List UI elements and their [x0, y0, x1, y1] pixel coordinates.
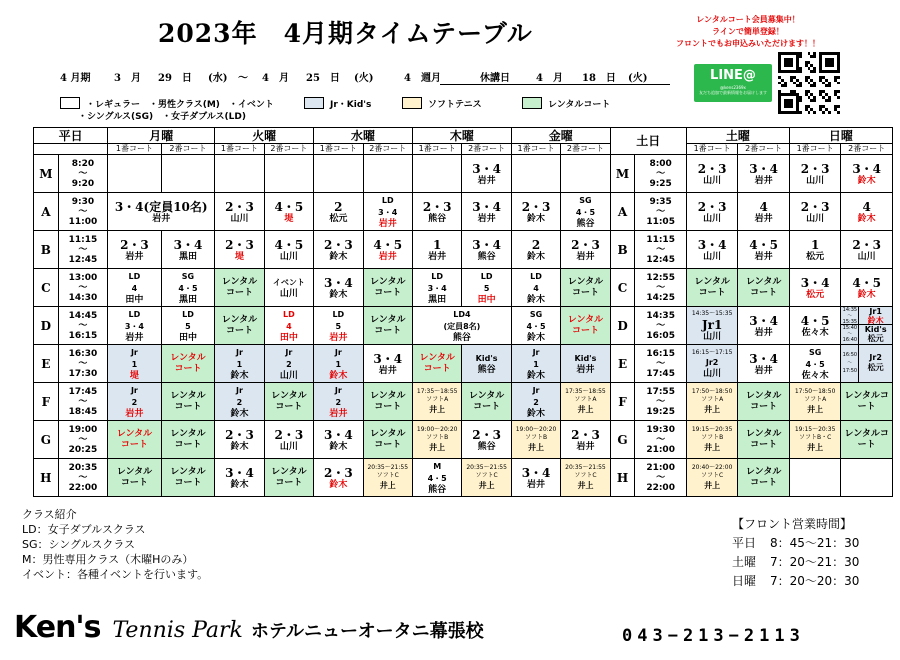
period-underline [440, 84, 670, 85]
rental-court-cell[interactable]: レンタル コート [462, 383, 511, 421]
rental-court-cell[interactable]: レンタル コート [363, 421, 412, 459]
head-fri: 金曜 [511, 128, 610, 144]
slot[interactable] [161, 155, 215, 193]
soft-tennis-cell[interactable]: 19:15〜20:35 ソフトB・C 井上 [789, 421, 840, 459]
legend-swatch-junior [304, 97, 324, 109]
lesson-cell[interactable]: 3・4 鈴木 [841, 155, 893, 193]
lesson-cell[interactable]: 1 松元 [789, 231, 840, 269]
lesson-cell[interactable]: イベント 山川 [264, 269, 313, 307]
lesson-cell[interactable]: LD 4 田中 [264, 307, 313, 345]
lesson-cell[interactable]: 4・5 堤 [264, 193, 313, 231]
lesson-cell[interactable]: 2・3 岩井 [561, 231, 610, 269]
junior-cell[interactable]: 16:15〜17:15 Jr2 山川 [686, 345, 737, 383]
junior-cell[interactable]: 14:35〜15:35 Jr1 山川 [686, 307, 737, 345]
lesson-cell[interactable]: 4・5 岩井 [363, 231, 412, 269]
junior-cell[interactable]: Jr 1 鈴木 [215, 345, 264, 383]
lesson-cell[interactable]: 3・4 熊谷 [462, 231, 511, 269]
row-label: F [610, 383, 635, 421]
lesson-cell[interactable]: SG 4・5 熊谷 [561, 193, 610, 231]
head-sun: 日曜 [789, 128, 892, 144]
soft-tennis-cell[interactable]: 17:35〜18:55 ソフトA 井上 [412, 383, 461, 421]
junior-cell[interactable]: Kid's 岩井 [561, 345, 610, 383]
lesson-cell[interactable]: LD 5 田中 [462, 269, 511, 307]
time-cell: 8:00 〜 9:25 [635, 155, 687, 193]
lesson-cell[interactable]: 3・4 鈴木 [314, 269, 363, 307]
head-weekend: 土日 [610, 128, 686, 155]
time-cell: 11:15 〜 12:45 [58, 231, 107, 269]
lesson-cell[interactable]: 3・4 岩井 [511, 459, 560, 497]
slot[interactable] [108, 155, 162, 193]
slot[interactable] [511, 155, 560, 193]
lesson-cell[interactable]: 2・3 山川 [264, 421, 313, 459]
lesson-cell[interactable]: 4・5 山川 [264, 231, 313, 269]
court-head: 2番コート [561, 144, 610, 155]
row-label: F [34, 383, 59, 421]
time-cell: 17:45 〜 18:45 [58, 383, 107, 421]
slot[interactable] [789, 459, 840, 497]
time-cell: 21:00 〜 22:00 [635, 459, 687, 497]
slot[interactable] [561, 155, 610, 193]
rental-court-cell[interactable]: レンタルコート [841, 383, 893, 421]
lesson-cell[interactable]: 4 鈴木 [841, 193, 893, 231]
time-cell: 17:55 〜 19:25 [635, 383, 687, 421]
court-head: 2番コート [264, 144, 313, 155]
row-label: B [34, 231, 59, 269]
time-cell: 20:35 〜 22:00 [58, 459, 107, 497]
court-head: 1番コート [511, 144, 560, 155]
slot[interactable] [264, 155, 313, 193]
lesson-cell[interactable]: 2・3 鈴木 [314, 231, 363, 269]
lesson-cell[interactable]: LD4 (定員8名) 熊谷 [412, 307, 511, 345]
rental-court-cell[interactable]: レンタル コート [264, 459, 313, 497]
rental-court-cell[interactable]: レンタル コート [363, 383, 412, 421]
lesson-cell[interactable]: 2・3 山川 [841, 231, 893, 269]
rental-court-cell[interactable]: レンタル コート [161, 345, 215, 383]
lesson-cell[interactable]: 2・3 山川 [215, 193, 264, 231]
row-label: A [610, 193, 635, 231]
lesson-cell[interactable]: M 4・5 熊谷 [412, 459, 461, 497]
rental-court-cell[interactable]: レンタル コート [561, 269, 610, 307]
lesson-cell[interactable]: 2・3 鈴木 [215, 421, 264, 459]
junior-cell[interactable]: Jr 1 鈴木 [511, 345, 560, 383]
rental-court-cell[interactable]: レンタル コート [738, 383, 790, 421]
junior-split-cell[interactable]: 14:35 〜 15:35 Jr1 鈴木 15:40 〜 16:40 Kid's 松元 [841, 307, 893, 345]
line-badge[interactable]: LINE@ @kens2369x 友だち追加で最新情報をお届けします [694, 64, 772, 102]
time-cell: 19:00 〜 20:25 [58, 421, 107, 459]
lesson-cell[interactable]: 2・3 熊谷 [412, 193, 461, 231]
time-cell: 8:20 〜 9:20 [58, 155, 107, 193]
court-head: 1番コート [412, 144, 461, 155]
head-thu: 木曜 [412, 128, 511, 144]
lesson-cell[interactable]: 2・3 山川 [789, 193, 840, 231]
lesson-cell[interactable]: 3・4 岩井 [738, 155, 790, 193]
time-cell: 19:30 〜 21:00 [635, 421, 687, 459]
row-label: C [610, 269, 635, 307]
lesson-cell[interactable]: LD 3・4 岩井 [108, 307, 162, 345]
soft-tennis-cell[interactable]: 20:35〜21:55 ソフトC 井上 [363, 459, 412, 497]
lesson-cell[interactable]: SG 4・5 鈴木 [511, 307, 560, 345]
time-cell: 9:30 〜 11:00 [58, 193, 107, 231]
rental-court-cell[interactable]: レンタルコート [841, 421, 893, 459]
head-sat: 土曜 [686, 128, 789, 144]
rental-court-cell[interactable]: レンタル コート [561, 307, 610, 345]
lesson-cell[interactable]: LD 3・4 岩井 [363, 193, 412, 231]
row-label: D [610, 307, 635, 345]
rental-court-cell[interactable]: レンタル コート [363, 307, 412, 345]
legend-swatch-rental [522, 97, 542, 109]
lesson-cell[interactable]: LD 3・4 黒田 [412, 269, 461, 307]
junior-cell[interactable]: Jr 1 鈴木 [314, 345, 363, 383]
court-head: 2番コート [363, 144, 412, 155]
row-label: G [34, 421, 59, 459]
head-wed: 水曜 [314, 128, 413, 144]
rental-court-cell[interactable]: レンタル コート [686, 269, 737, 307]
slot[interactable] [215, 155, 264, 193]
junior-cell[interactable]: Jr 2 鈴木 [215, 383, 264, 421]
lesson-cell[interactable]: 3・4 黒田 [161, 231, 215, 269]
junior-cell[interactable]: Jr 2 岩井 [108, 383, 162, 421]
soft-tennis-cell[interactable]: 19:00〜20:20 ソフトB 井上 [511, 421, 560, 459]
time-cell: 13:00 〜 14:30 [58, 269, 107, 307]
lesson-cell[interactable]: 2・3 岩井 [108, 231, 162, 269]
court-head: 1番コート [108, 144, 162, 155]
lesson-cell[interactable]: 2 鈴木 [511, 231, 560, 269]
lesson-cell[interactable]: 3・4(定員10名) 岩井 [108, 193, 215, 231]
rental-court-cell[interactable]: レンタル コート [738, 459, 790, 497]
lesson-cell[interactable]: 2・3 山川 [686, 155, 737, 193]
class-intro: クラス紹介 LD：女子ダブルスクラス SG：シングルスクラス M：男性専用クラス（木曜Hのみ） イベント：各種イベントを行います。 [22, 508, 209, 581]
rental-court-cell[interactable]: レンタル コート [738, 269, 790, 307]
lesson-cell[interactable]: 3・4 岩井 [462, 193, 511, 231]
lesson-cell[interactable]: 3・4 鈴木 [314, 421, 363, 459]
row-label: M [34, 155, 59, 193]
slot[interactable] [363, 155, 412, 193]
junior-cell[interactable]: Jr 2 岩井 [314, 383, 363, 421]
rental-court-cell[interactable]: レンタル コート [738, 421, 790, 459]
time-cell: 16:15 〜 17:45 [635, 345, 687, 383]
lesson-cell[interactable]: 3・4 岩井 [462, 155, 511, 193]
soft-tennis-cell[interactable]: 17:35〜18:55 ソフトA 井上 [561, 383, 610, 421]
row-label: A [34, 193, 59, 231]
rental-court-cell[interactable]: レンタル コート [161, 383, 215, 421]
lesson-cell[interactable]: 1 岩井 [412, 231, 461, 269]
lesson-cell[interactable]: LD 5 田中 [161, 307, 215, 345]
lesson-cell[interactable]: 2・3 熊谷 [462, 421, 511, 459]
rental-court-cell[interactable]: レンタル コート [161, 459, 215, 497]
court-head: 1番コート [686, 144, 737, 155]
court-head: 2番コート [161, 144, 215, 155]
lesson-cell[interactable]: 4 岩井 [738, 193, 790, 231]
soft-tennis-cell[interactable]: 20:40〜22:00 ソフトC 井上 [686, 459, 737, 497]
soft-tennis-cell[interactable]: 19:00〜20:20 ソフトB 井上 [412, 421, 461, 459]
lesson-cell[interactable]: 2・3 鈴木 [511, 193, 560, 231]
junior-cell[interactable]: Jr 1 堤 [108, 345, 162, 383]
head-weekday: 平日 [34, 128, 108, 144]
soft-tennis-cell[interactable]: 19:15〜20:35 ソフトB 井上 [686, 421, 737, 459]
lesson-cell[interactable]: 3・4 岩井 [738, 345, 790, 383]
lesson-cell[interactable]: 2・3 山川 [789, 155, 840, 193]
lesson-cell[interactable]: 3・4 松元 [789, 269, 840, 307]
head-tue: 火曜 [215, 128, 314, 144]
lesson-cell[interactable]: 3・4 岩井 [738, 307, 790, 345]
rental-court-cell[interactable]: レンタル コート [108, 459, 162, 497]
rental-court-cell[interactable]: レンタル コート [161, 421, 215, 459]
lesson-cell[interactable]: 2・3 岩井 [561, 421, 610, 459]
soft-tennis-cell[interactable]: 20:35〜21:55 ソフトC 井上 [462, 459, 511, 497]
lesson-cell[interactable]: SG 4・5 黒田 [161, 269, 215, 307]
slot[interactable] [412, 155, 461, 193]
court-head: 1番コート [314, 144, 363, 155]
page-title: 2023年 4月期タイムテーブル [158, 19, 533, 48]
junior-cell[interactable]: Jr 2 山川 [264, 345, 313, 383]
lesson-cell[interactable]: LD 4 田中 [108, 269, 162, 307]
lesson-cell[interactable]: 2 松元 [314, 193, 363, 231]
rental-promo: レンタルコート会員募集中！ ラインで簡単登録！ フロントでもお申込みいただけます！！ [676, 15, 820, 48]
lesson-cell[interactable]: SG 4・5 佐々木 [789, 345, 840, 383]
timetable [33, 127, 893, 497]
rental-court-cell[interactable]: レンタル コート [264, 383, 313, 421]
row-label: B [610, 231, 635, 269]
head-mon: 月曜 [108, 128, 215, 144]
lesson-cell[interactable]: 3・4 岩井 [363, 345, 412, 383]
time-cell: 14:45 〜 16:15 [58, 307, 107, 345]
row-label: G [610, 421, 635, 459]
lesson-cell[interactable]: LD 4 鈴木 [511, 269, 560, 307]
court-head: 2番コート [841, 144, 893, 155]
soft-tennis-cell[interactable]: 17:50〜18:50 ソフトA 井上 [686, 383, 737, 421]
row-label: H [34, 459, 59, 497]
junior-split-cell[interactable]: 16:50 〜 17:50 Jr2 松元 [841, 345, 893, 383]
lesson-cell[interactable]: 2・3 鈴木 [314, 459, 363, 497]
slot[interactable] [314, 155, 363, 193]
court-head: 1番コート [789, 144, 840, 155]
rental-court-cell[interactable]: レンタル コート [363, 269, 412, 307]
soft-tennis-cell[interactable]: 17:50〜18:50 ソフトA 井上 [789, 383, 840, 421]
slot[interactable] [841, 459, 893, 497]
row-label: C [34, 269, 59, 307]
row-label: E [34, 345, 59, 383]
legend-swatch-soft [402, 97, 422, 109]
court-head: 1番コート [215, 144, 264, 155]
soft-tennis-cell[interactable]: 20:35〜21:55 ソフトC 井上 [561, 459, 610, 497]
brand-logo: Ken's Tennis Park ホテルニューオータニ幕張校 [14, 610, 484, 645]
time-cell: 16:30 〜 17:30 [58, 345, 107, 383]
rental-court-cell[interactable]: レンタル コート [108, 421, 162, 459]
lesson-cell[interactable]: 4・5 岩井 [738, 231, 790, 269]
qr-code[interactable] [778, 52, 840, 114]
lesson-cell[interactable]: 3・4 鈴木 [215, 459, 264, 497]
lesson-cell[interactable]: 4・5 鈴木 [841, 269, 893, 307]
time-cell: 12:55 〜 14:25 [635, 269, 687, 307]
lesson-cell[interactable]: 4・5 佐々木 [789, 307, 840, 345]
row-label: D [34, 307, 59, 345]
front-hours: 【フロント営業時間】 平日 8：45〜21：30 土曜 7：20〜21：30 日曜 7：20〜20：30 [732, 517, 860, 588]
junior-cell[interactable]: Kid's 熊谷 [462, 345, 511, 383]
phone-number[interactable]: 043−213−2113 [622, 626, 805, 646]
lesson-cell[interactable]: 2・3 山川 [686, 193, 737, 231]
court-head: 2番コート [738, 144, 790, 155]
rental-court-cell[interactable]: レンタル コート [215, 307, 264, 345]
legend: ・レギュラー ・男性クラス(M) ・イベント ・シングルス(SG) ・女子ダブルス(LD) Jr・Kid's ソフトテニス レンタルコート [60, 94, 680, 124]
court-head: 2番コート [462, 144, 511, 155]
junior-cell[interactable]: Jr 2 鈴木 [511, 383, 560, 421]
lesson-cell[interactable]: 2・3 堤 [215, 231, 264, 269]
lesson-cell[interactable]: LD 5 岩井 [314, 307, 363, 345]
row-label: H [610, 459, 635, 497]
time-cell: 9:35 〜 11:05 [635, 193, 687, 231]
rental-court-cell[interactable]: レンタル コート [412, 345, 461, 383]
time-cell: 14:35 〜 16:05 [635, 307, 687, 345]
row-label: M [610, 155, 635, 193]
time-cell: 11:15 〜 12:45 [635, 231, 687, 269]
legend-swatch-regular [60, 97, 80, 109]
row-label: E [610, 345, 635, 383]
lesson-cell[interactable]: 3・4 山川 [686, 231, 737, 269]
rental-court-cell[interactable]: レンタル コート [215, 269, 264, 307]
